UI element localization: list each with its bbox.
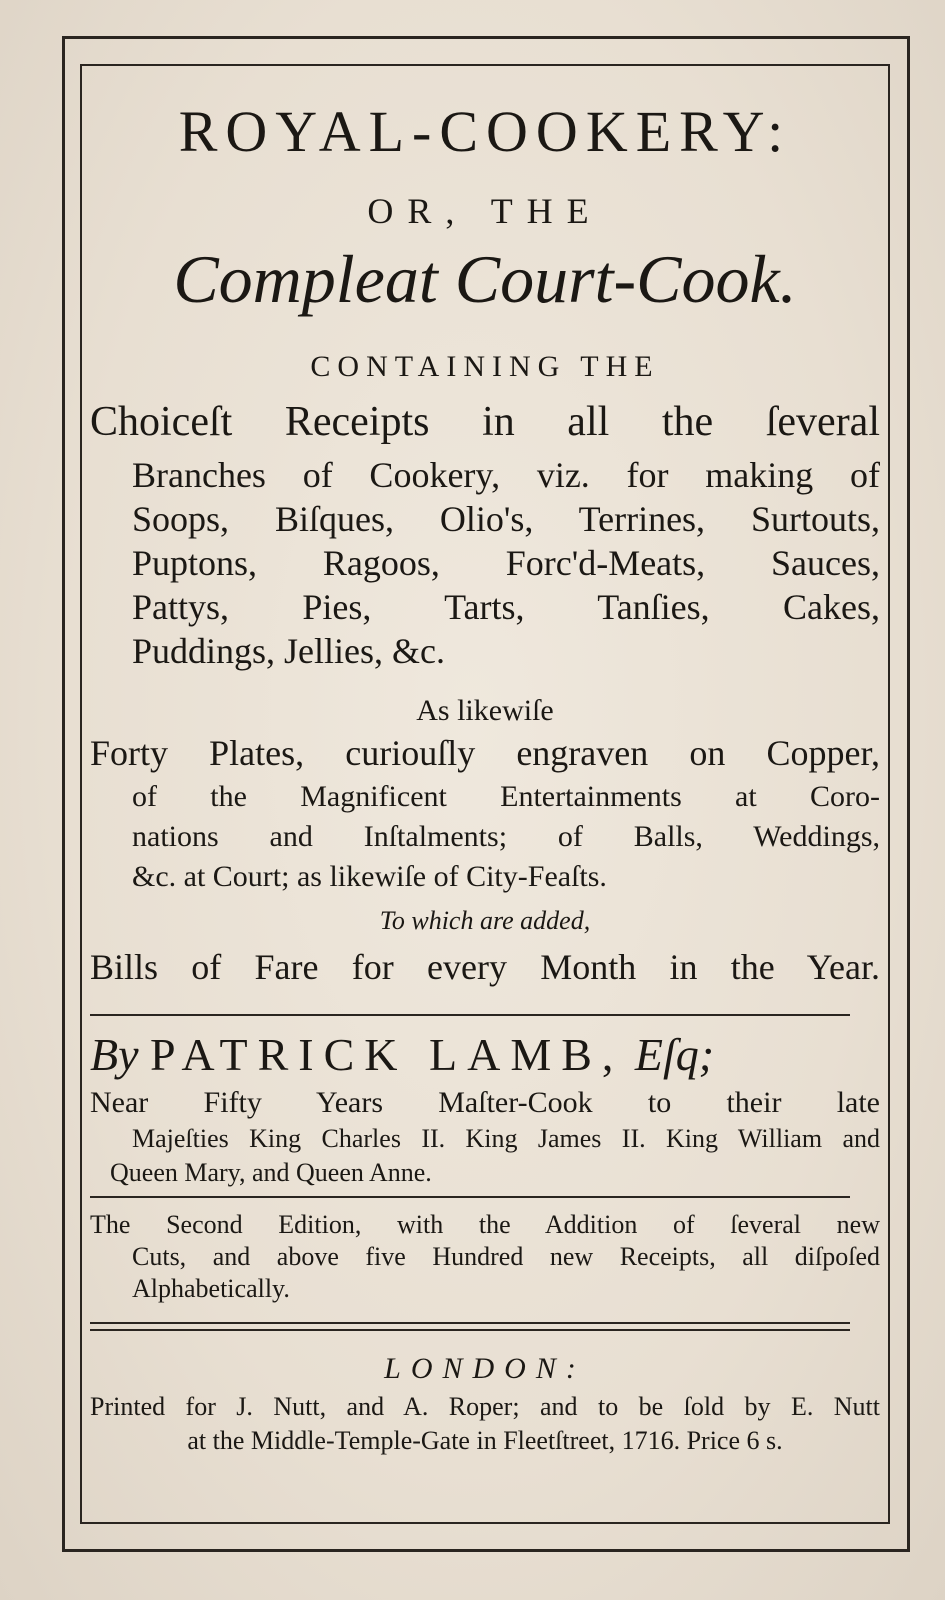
contents-line: Puddings, Jellies, &c. xyxy=(132,631,445,671)
plates-line: of the Magnificent Entertainments at Coro- xyxy=(132,780,880,813)
or-the-line: OR, THE xyxy=(367,191,603,231)
edition-line: The Second Edition, with the Addition of ſeveral new xyxy=(90,1210,880,1239)
double-divider xyxy=(90,1322,850,1331)
author-esq: Eſq; xyxy=(634,1029,715,1080)
imprint-line: Printed for J. Nutt, and A. Roper; and to be ſold by E. Nutt xyxy=(90,1392,880,1421)
title-page-content xyxy=(90,80,880,1510)
edition-line: Alphabetically. xyxy=(132,1274,290,1303)
author-line xyxy=(90,1028,880,1081)
contents-line: Pattys, Pies, Tarts, Tanſies, Cakes, xyxy=(132,587,880,627)
london-heading: LONDON: xyxy=(384,1352,586,1385)
divider xyxy=(90,1196,850,1198)
edition-line: Cuts, and above five Hundred new Receipts, all diſpoſed xyxy=(132,1242,880,1271)
bills-of-fare: Bills of Fare for every Month in the Year. xyxy=(90,947,880,987)
author-detail: Majeſties King Charles II. King James II. King William and xyxy=(132,1124,880,1153)
book-title: ROYAL-COOKERY: xyxy=(178,99,792,164)
plates-line: nations and Inſtalments; of Balls, Weddings, xyxy=(132,820,880,853)
plates-line: &c. at Court; as likewiſe of City-Feaſts. xyxy=(132,860,607,893)
divider xyxy=(90,1014,850,1016)
author-by: By xyxy=(90,1029,139,1080)
author-detail: Near Fifty Years Maſter-Cook to their late xyxy=(90,1086,880,1119)
book-subtitle: Compleat Court-Cook. xyxy=(173,241,797,317)
to-which-added: To which are added, xyxy=(379,906,591,935)
plates-line: Forty Plates, curiouſly engraven on Copper, xyxy=(90,733,880,773)
contents-line: Puptons, Ragoos, Forc'd-Meats, Sauces, xyxy=(132,543,880,583)
contents-line: Soops, Biſques, Olio's, Terrines, Surtouts, xyxy=(132,499,880,539)
author-name: PATRICK LAMB, xyxy=(150,1029,624,1080)
contents-line: Branches of Cookery, viz. for making of xyxy=(132,455,880,495)
containing-heading: CONTAINING THE xyxy=(310,350,660,383)
author-detail: Queen Mary, and Queen Anne. xyxy=(110,1158,432,1187)
contents-line: Choiceſt Receipts in all the ſeveral xyxy=(90,399,880,445)
imprint-line: at the Middle-Temple-Gate in Fleetſtreet, 1716. Price 6 s. xyxy=(187,1426,783,1455)
as-likewise: As likewiſe xyxy=(416,694,554,727)
